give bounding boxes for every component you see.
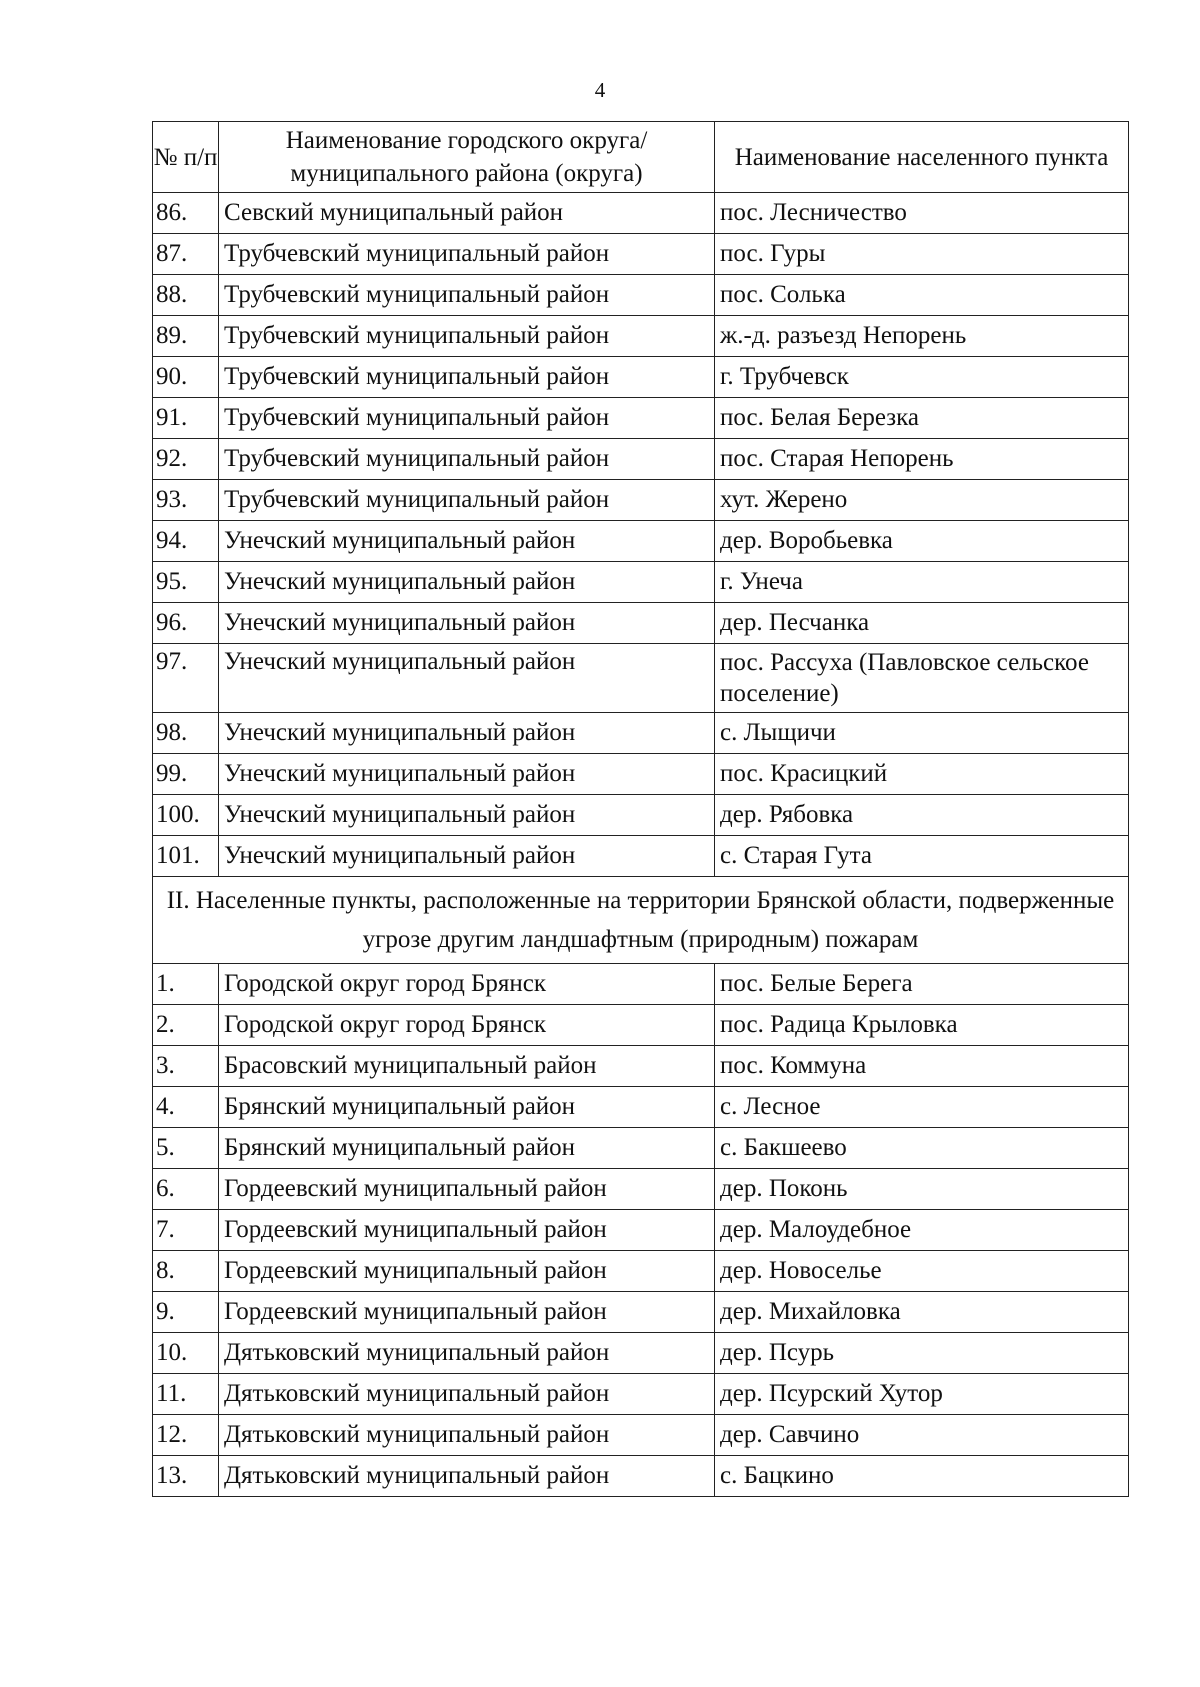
row-number: 86.: [153, 193, 219, 234]
row-district: Трубчевский муниципальный район: [219, 275, 715, 316]
table-row: [153, 1128, 1129, 1169]
row-settlement: г. Унеча: [715, 562, 1129, 603]
row-district: Трубчевский муниципальный район: [219, 357, 715, 398]
row-settlement: пос. Радица Крыловка: [715, 1005, 1129, 1046]
row-district: Трубчевский муниципальный район: [219, 480, 715, 521]
table-body-part1: [153, 193, 1129, 877]
header-row: [153, 122, 1129, 193]
row-number: 7.: [153, 1210, 219, 1251]
table-row: [153, 1251, 1129, 1292]
table-row: [153, 644, 1129, 713]
row-number: 9.: [153, 1292, 219, 1333]
row-district: Брянский муниципальный район: [219, 1087, 715, 1128]
table-row: [153, 562, 1129, 603]
table-row: [153, 754, 1129, 795]
row-number: 10.: [153, 1333, 219, 1374]
row-number: 101.: [153, 836, 219, 877]
section-row: [153, 877, 1129, 964]
table-row: [153, 316, 1129, 357]
row-number: 90.: [153, 357, 219, 398]
row-settlement: дер. Рябовка: [715, 795, 1129, 836]
row-number: 87.: [153, 234, 219, 275]
table-row: [153, 1046, 1129, 1087]
row-number: 97.: [153, 644, 219, 713]
table-body-part2: [153, 964, 1129, 1497]
row-district: Гордеевский муниципальный район: [219, 1292, 715, 1333]
table-row: [153, 1210, 1129, 1251]
row-number: 13.: [153, 1456, 219, 1497]
table-row: [153, 1169, 1129, 1210]
table-row: [153, 357, 1129, 398]
row-number: 8.: [153, 1251, 219, 1292]
row-district: Унечский муниципальный район: [219, 644, 715, 713]
row-number: 99.: [153, 754, 219, 795]
row-district: Унечский муниципальный район: [219, 836, 715, 877]
table-row: [153, 1005, 1129, 1046]
table-row: [153, 439, 1129, 480]
row-district: Трубчевский муниципальный район: [219, 234, 715, 275]
row-number: 91.: [153, 398, 219, 439]
row-district: Трубчевский муниципальный район: [219, 439, 715, 480]
row-settlement: дер. Воробьевка: [715, 521, 1129, 562]
row-settlement: пос. Старая Непорень: [715, 439, 1129, 480]
row-settlement: с. Лыщичи: [715, 713, 1129, 754]
row-settlement: пос. Коммуна: [715, 1046, 1129, 1087]
section-divider: [153, 877, 1129, 964]
row-number: 1.: [153, 964, 219, 1005]
table-row: [153, 1456, 1129, 1497]
row-settlement: дер. Поконь: [715, 1169, 1129, 1210]
row-settlement: с. Бацкино: [715, 1456, 1129, 1497]
row-district: Унечский муниципальный район: [219, 754, 715, 795]
row-settlement: дер. Песчанка: [715, 603, 1129, 644]
row-number: 6.: [153, 1169, 219, 1210]
table-row: [153, 1374, 1129, 1415]
row-number: 5.: [153, 1128, 219, 1169]
row-district: Гордеевский муниципальный район: [219, 1251, 715, 1292]
row-settlement: с. Лесное: [715, 1087, 1129, 1128]
row-settlement: пос. Гуры: [715, 234, 1129, 275]
row-district: Дятьковский муниципальный район: [219, 1333, 715, 1374]
settlements-table: [152, 121, 1129, 1497]
row-district: Унечский муниципальный район: [219, 521, 715, 562]
table-header: [153, 122, 1129, 193]
row-number: 88.: [153, 275, 219, 316]
row-settlement: пос. Белые Берега: [715, 964, 1129, 1005]
row-settlement: дер. Михайловка: [715, 1292, 1129, 1333]
table-row: [153, 1087, 1129, 1128]
page-number: 4: [594, 78, 606, 102]
row-settlement: хут. Жерено: [715, 480, 1129, 521]
row-district: Городской округ город Брянск: [219, 1005, 715, 1046]
row-district: Севский муниципальный район: [219, 193, 715, 234]
row-district: Трубчевский муниципальный район: [219, 316, 715, 357]
table-row: [153, 603, 1129, 644]
table-row: [153, 193, 1129, 234]
row-district: Унечский муниципальный район: [219, 713, 715, 754]
table-row: [153, 1292, 1129, 1333]
header-district: Наименование городского округа/ муниципального района (округа): [219, 122, 715, 193]
row-settlement: пос. Рассуха (Павловское сельское поселение): [715, 644, 1129, 713]
table-row: [153, 1333, 1129, 1374]
row-district: Трубчевский муниципальный район: [219, 398, 715, 439]
row-settlement: с. Бакшеево: [715, 1128, 1129, 1169]
row-district: Брасовский муниципальный район: [219, 1046, 715, 1087]
row-settlement: дер. Савчино: [715, 1415, 1129, 1456]
row-number: 3.: [153, 1046, 219, 1087]
row-number: 94.: [153, 521, 219, 562]
header-settlement: Наименование населенного пункта: [715, 122, 1129, 193]
table-row: [153, 713, 1129, 754]
row-settlement: дер. Псурский Хутор: [715, 1374, 1129, 1415]
row-district: Гордеевский муниципальный район: [219, 1210, 715, 1251]
row-settlement: дер. Новоселье: [715, 1251, 1129, 1292]
row-district: Унечский муниципальный район: [219, 603, 715, 644]
table-row: [153, 398, 1129, 439]
row-number: 12.: [153, 1415, 219, 1456]
row-number: 100.: [153, 795, 219, 836]
row-district: Брянский муниципальный район: [219, 1128, 715, 1169]
row-district: Гордеевский муниципальный район: [219, 1169, 715, 1210]
row-number: 96.: [153, 603, 219, 644]
row-number: 95.: [153, 562, 219, 603]
header-number: № п/п: [153, 122, 219, 193]
table-row: [153, 234, 1129, 275]
row-number: 2.: [153, 1005, 219, 1046]
row-district: Городской округ город Брянск: [219, 964, 715, 1005]
section-title: II. Населенные пункты, расположенные на территории Брянской области, подверженные угрозе другим ландшафтным (природным) пожарам: [153, 877, 1129, 964]
row-district: Унечский муниципальный район: [219, 562, 715, 603]
table-row: [153, 836, 1129, 877]
row-number: 98.: [153, 713, 219, 754]
row-number: 11.: [153, 1374, 219, 1415]
table-row: [153, 480, 1129, 521]
table-row: [153, 275, 1129, 316]
row-number: 4.: [153, 1087, 219, 1128]
row-district: Дятьковский муниципальный район: [219, 1415, 715, 1456]
table-row: [153, 964, 1129, 1005]
row-settlement: с. Старая Гута: [715, 836, 1129, 877]
table-row: [153, 1415, 1129, 1456]
table-row: [153, 521, 1129, 562]
row-settlement: ж.-д. разъезд Непорень: [715, 316, 1129, 357]
row-district: Дятьковский муниципальный район: [219, 1374, 715, 1415]
row-settlement: дер. Малоудебное: [715, 1210, 1129, 1251]
row-settlement: г. Трубчевск: [715, 357, 1129, 398]
row-settlement: дер. Псурь: [715, 1333, 1129, 1374]
row-district: Дятьковский муниципальный район: [219, 1456, 715, 1497]
row-number: 89.: [153, 316, 219, 357]
row-number: 92.: [153, 439, 219, 480]
row-settlement: пос. Красицкий: [715, 754, 1129, 795]
table-row: [153, 795, 1129, 836]
row-district: Унечский муниципальный район: [219, 795, 715, 836]
row-settlement: пос. Солька: [715, 275, 1129, 316]
row-number: 93.: [153, 480, 219, 521]
row-settlement: пос. Белая Березка: [715, 398, 1129, 439]
row-settlement: пос. Лесничество: [715, 193, 1129, 234]
